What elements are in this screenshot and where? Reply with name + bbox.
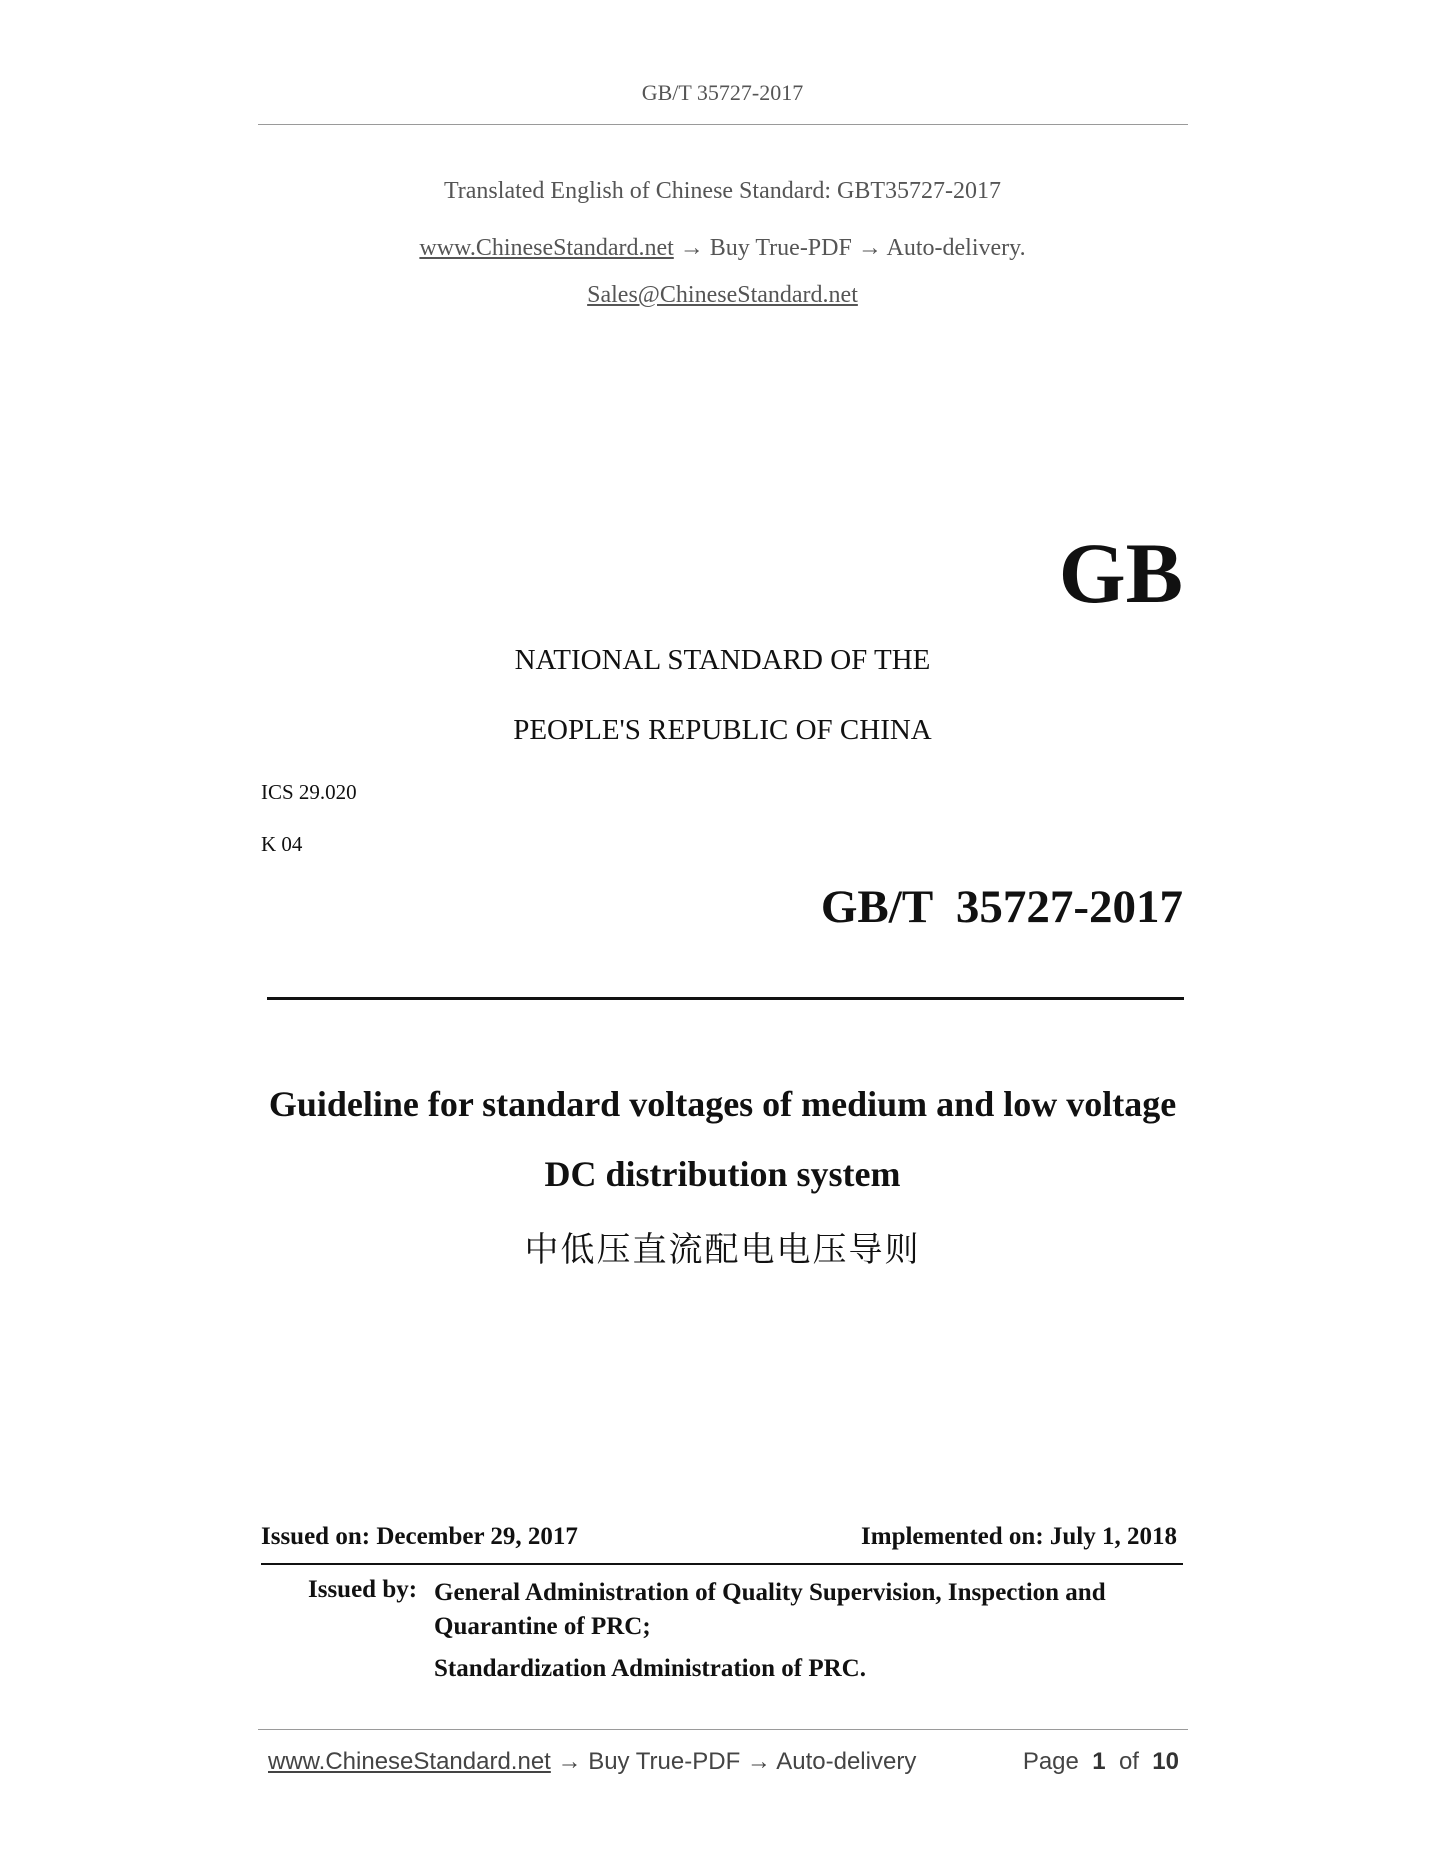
issued-by-label: Issued by:: [308, 1576, 418, 1603]
sales-line: [0, 282, 1445, 309]
standard-number: GB/T 35727-2017: [820, 881, 1183, 933]
arrow-icon: →: [857, 235, 882, 261]
promo-line: [0, 235, 1445, 262]
issuers: [434, 1576, 1174, 1686]
issued-on-date: Issued on: December 29, 2017: [261, 1523, 578, 1550]
buy-text: Buy True-PDF: [709, 235, 852, 261]
gb-logo: GB: [1058, 525, 1183, 621]
arrow-icon: →: [557, 1748, 582, 1775]
issuer2: Standardization Administration of PRC.: [434, 1655, 866, 1682]
sales-email-link[interactable]: Sales@ChineseStandard.net: [587, 282, 858, 308]
issue-divider: [261, 1563, 1183, 1565]
footer-divider: [258, 1729, 1188, 1730]
arrow-icon: →: [746, 1748, 771, 1775]
issuer1-line2: Quarantine of PRC;: [434, 1613, 651, 1640]
footer-site-link[interactable]: www.ChineseStandard.net: [268, 1748, 551, 1775]
site-link[interactable]: www.ChineseStandard.net: [419, 235, 674, 261]
page-total: 10: [1152, 1748, 1179, 1775]
arrow-icon: →: [679, 235, 704, 261]
national-standard-line2: PEOPLE'S REPUBLIC OF CHINA: [513, 714, 932, 746]
page-indicator: [1023, 1748, 1179, 1776]
chinese-title: 中低压直流配电电压导则: [524, 1230, 921, 1270]
footer-buy-text: Buy True-PDF: [588, 1748, 741, 1775]
national-standard-line1: NATIONAL STANDARD OF THE: [514, 644, 931, 676]
k-code: K 04: [261, 832, 303, 856]
translated-notice: Translated English of Chinese Standard: GBT35727-2017: [443, 178, 1002, 204]
ics-code: ICS 29.020: [261, 780, 357, 804]
document-title-line2: DC distribution system: [544, 1154, 901, 1194]
footer-delivery-text: Auto-delivery: [776, 1748, 917, 1775]
running-header: GB/T 35727-2017: [641, 80, 804, 105]
title-divider: [267, 997, 1184, 1000]
header-divider: [258, 124, 1188, 125]
issuer1-line1: General Administration of Quality Supervision, Inspection and: [434, 1579, 1106, 1606]
page-label: Page: [1022, 1748, 1079, 1775]
delivery-text: Auto-delivery.: [886, 235, 1026, 261]
document-title-line1: Guideline for standard voltages of medium and low voltage: [268, 1084, 1177, 1124]
footer-promo: [268, 1748, 916, 1776]
of-label: of: [1118, 1748, 1139, 1775]
page-current: 1: [1092, 1748, 1106, 1775]
implemented-on-date: Implemented on: July 1, 2018: [861, 1523, 1177, 1550]
